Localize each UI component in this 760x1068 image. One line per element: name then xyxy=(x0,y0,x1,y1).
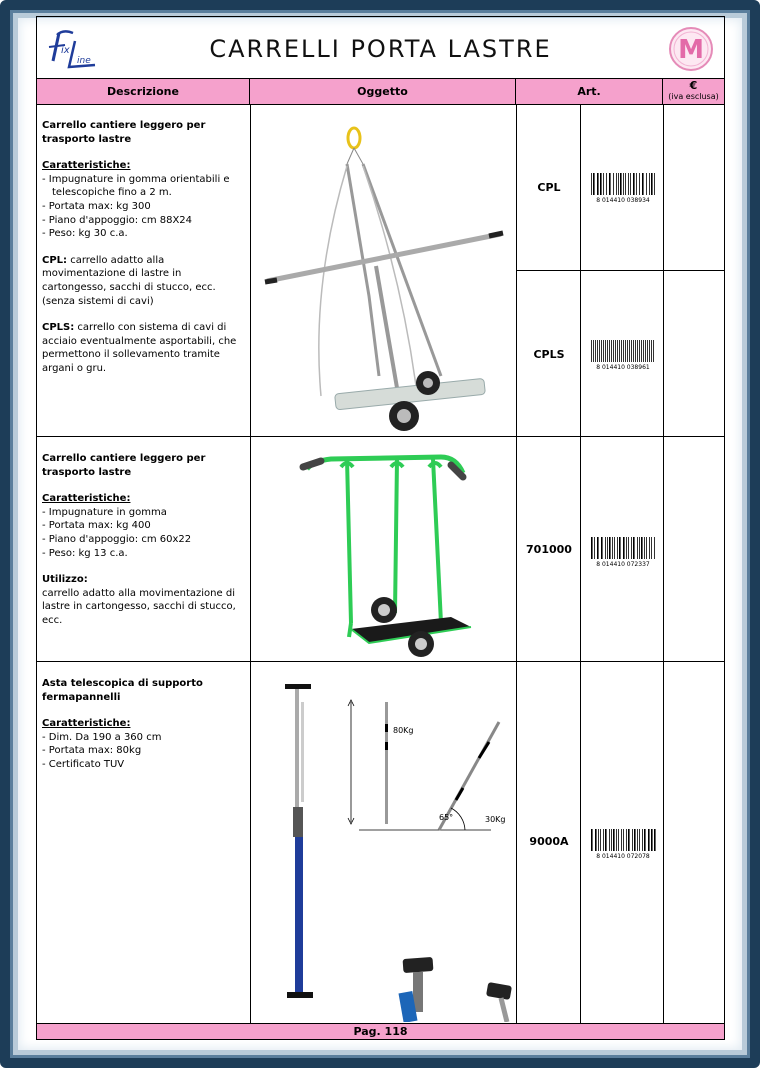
product-2-feature: - Piano d'appoggio: cm 60x22 xyxy=(42,533,192,545)
barcode-bar xyxy=(591,537,593,559)
barcode-bar xyxy=(607,340,608,362)
column-header-art: Art. xyxy=(516,79,663,105)
barcode-bar xyxy=(626,537,627,559)
barcode-bar xyxy=(597,173,599,195)
barcode-bar xyxy=(636,173,637,195)
article-code-cpls: CPLS xyxy=(533,348,565,361)
barcode-bar xyxy=(599,340,600,362)
badge-letter: M xyxy=(678,35,704,65)
barcode-bar xyxy=(631,340,632,362)
product-1-feature: - Peso: kg 30 c.a. xyxy=(42,228,128,240)
barcode-bar xyxy=(600,173,602,195)
article-code-9000a: 9000A xyxy=(529,835,569,848)
barcode-bar xyxy=(605,340,606,362)
barcode-bar xyxy=(609,340,610,362)
column-header-descrizione: Descrizione xyxy=(37,79,250,105)
barcode-bar xyxy=(601,537,603,559)
barcode-bar xyxy=(625,173,626,195)
barcode-cpls xyxy=(587,338,659,370)
barcode-bar xyxy=(637,537,638,559)
barcode-bar xyxy=(601,340,602,362)
product-3-feature: - Portata max: 80kg xyxy=(42,745,142,757)
barcode-bar xyxy=(654,173,655,195)
barcode-bar xyxy=(621,340,622,362)
barcode-bar xyxy=(594,537,595,559)
barcode-bar xyxy=(629,340,630,362)
svg-text:8 014410 038934: 8 014410 038934 xyxy=(596,197,650,203)
barcode-bar xyxy=(634,829,636,851)
barcode-bar xyxy=(615,340,616,362)
barcode-bar xyxy=(612,537,613,559)
barcode-bar xyxy=(621,829,622,851)
barcode-bar xyxy=(623,173,624,195)
product-1-image-a-frame-cart xyxy=(251,106,515,435)
barcode-bar xyxy=(653,340,654,362)
barcode-bar xyxy=(654,829,656,851)
barcode-bar xyxy=(647,340,648,362)
barcode-bar xyxy=(618,173,619,195)
barcode-bar xyxy=(637,340,638,362)
column-header-oggetto: Oggetto xyxy=(250,79,516,105)
svg-text:ix: ix xyxy=(61,45,70,56)
barcode-bar xyxy=(631,537,632,559)
barcode-bar xyxy=(603,173,604,195)
barcode-bar xyxy=(648,829,650,851)
barcode-bar xyxy=(625,340,626,362)
barcode-bar xyxy=(637,829,638,851)
barcode-bar xyxy=(597,537,599,559)
barcode-bar xyxy=(611,340,612,362)
barcode-bar xyxy=(639,537,640,559)
barcode-bar xyxy=(645,340,646,362)
product-3-title: Asta telescopica di supporto fermapannelli xyxy=(42,678,203,703)
barcode-bar xyxy=(606,173,607,195)
product-2-description xyxy=(42,452,247,628)
barcode-bar xyxy=(628,537,629,559)
svg-text:8 014410 072078: 8 014410 072078 xyxy=(596,853,650,859)
barcode-9000a xyxy=(587,827,659,859)
barcode-bar xyxy=(623,829,624,851)
barcode-bar xyxy=(609,829,610,851)
barcode-bar xyxy=(595,340,596,362)
product-2-use-text: carrello adatto alla movimentazione di lastre in cartongesso, sacchi di stucco, ecc. xyxy=(42,587,236,626)
barcode-bar xyxy=(613,340,614,362)
euro-symbol: € xyxy=(689,79,698,92)
barcode-bar xyxy=(649,537,650,559)
barcode-bar xyxy=(620,173,622,195)
barcode-bar xyxy=(616,829,617,851)
svg-text:30Kg: 30Kg xyxy=(485,815,506,824)
product-3-description xyxy=(42,677,247,772)
product-1-note-cpl: CPL: carrello adatto alla movimentazione di lastre in cartongesso, sacchi di stucco, ecc. (senza sistemi di cavi) xyxy=(42,254,216,307)
barcode-bar xyxy=(639,829,640,851)
barcode-bar xyxy=(605,829,607,851)
barcode-bar xyxy=(591,173,592,195)
barcode-bar xyxy=(641,537,643,559)
product-2-title: Carrello cantiere leggero per trasporto lastre xyxy=(42,453,206,478)
product-3-feature: - Dim. Da 190 a 360 cm xyxy=(42,731,162,743)
product-1-feature: - Impugnature in gomma orientabili e xyxy=(42,173,230,185)
product-1-features-heading: Caratteristiche: xyxy=(42,160,131,172)
m-badge-logo xyxy=(667,25,715,73)
catalog-sheet xyxy=(36,16,725,1040)
barcode-bar xyxy=(613,173,614,195)
product-2-use-heading: Utilizzo: xyxy=(42,574,88,586)
barcode-bar xyxy=(651,340,652,362)
page-header xyxy=(37,17,724,79)
svg-text:8 014410 072337: 8 014410 072337 xyxy=(596,561,650,567)
article-code-cpl: CPL xyxy=(537,181,561,194)
product-3-feature: - Certificato TUV xyxy=(42,758,125,770)
euro-note: (iva esclusa) xyxy=(668,92,719,101)
barcode-bar xyxy=(639,340,640,362)
barcode-bar xyxy=(593,340,594,362)
barcode-bar xyxy=(617,537,618,559)
barcode-bar xyxy=(628,173,629,195)
barcode-bar xyxy=(633,173,635,195)
product-2-feature: - Peso: kg 13 c.a. xyxy=(42,547,128,559)
product-1-feature: - Portata max: kg 300 xyxy=(42,200,151,212)
barcode-bar xyxy=(643,340,644,362)
barcode-bar xyxy=(651,173,653,195)
barcode-bar xyxy=(654,537,655,559)
page-title: CARRELLI PORTA LASTRE xyxy=(209,35,552,63)
product-2-image-green-cart xyxy=(251,437,515,660)
barcode-bar xyxy=(591,340,592,362)
barcode-bar xyxy=(649,173,650,195)
barcode-bar xyxy=(616,173,617,195)
svg-text:8 014410 038961: 8 014410 038961 xyxy=(596,364,650,370)
barcode-bar xyxy=(639,173,640,195)
product-1-title: Carrello cantiere leggero per trasporto lastre xyxy=(42,120,206,145)
barcode-bar xyxy=(633,537,635,559)
barcode-bar xyxy=(600,829,601,851)
barcode-bar xyxy=(651,829,653,851)
svg-text:80Kg: 80Kg xyxy=(393,726,414,735)
barcode-bar xyxy=(611,829,612,851)
barcode-bar xyxy=(644,537,645,559)
column-header-price xyxy=(663,79,724,105)
barcode-bar xyxy=(642,829,643,851)
barcode-bar xyxy=(628,829,630,851)
barcode-bar xyxy=(617,340,618,362)
barcode-bar xyxy=(603,340,604,362)
barcode-bar xyxy=(649,340,650,362)
barcode-bar xyxy=(651,537,652,559)
barcode-bar xyxy=(607,537,608,559)
barcode-bar xyxy=(591,829,593,851)
barcode-bar xyxy=(605,537,606,559)
barcode-bar xyxy=(618,829,619,851)
barcode-bar xyxy=(619,537,621,559)
barcode-bar xyxy=(597,340,598,362)
product-1-feature: telescopiche fino a 2 m. xyxy=(52,187,172,199)
barcode-bar xyxy=(630,173,631,195)
product-2-feature: - Impugnature in gomma xyxy=(42,506,167,518)
barcode-bar xyxy=(642,173,644,195)
barcode-bar xyxy=(609,173,611,195)
barcode-bar xyxy=(614,537,615,559)
barcode-bar xyxy=(627,340,628,362)
barcode-bar xyxy=(626,829,627,851)
barcode-bar xyxy=(641,340,642,362)
barcode-bar xyxy=(632,829,633,851)
barcode-bar xyxy=(646,173,647,195)
article-code-701000: 701000 xyxy=(526,543,572,556)
barcode-bar xyxy=(598,829,599,851)
barcode-bar xyxy=(619,340,620,362)
barcode-bar xyxy=(595,829,597,851)
barcode-bar xyxy=(633,340,634,362)
barcode-bar xyxy=(644,829,646,851)
barcode-bar xyxy=(609,537,611,559)
barcode-bar xyxy=(613,829,615,851)
page-footer: Pag. 118 xyxy=(37,1023,724,1039)
product-1-description xyxy=(42,119,247,376)
product-1-note-cpls: CPLS: carrello con sistema di cavi di acciaio eventualmente asportabili, che permettono il sollevamento tramite argani o gru. xyxy=(42,322,237,374)
product-3-image-telescopic-pole xyxy=(251,662,515,1022)
svg-text:65°: 65° xyxy=(439,813,454,822)
pole-detail-photos xyxy=(399,957,513,1022)
barcode-701000 xyxy=(587,535,659,567)
load-diagram xyxy=(348,700,506,830)
barcode-bar xyxy=(635,340,636,362)
barcode-bar xyxy=(603,829,604,851)
barcode-bar xyxy=(646,537,647,559)
barcode-cpl xyxy=(587,171,659,203)
product-2-feature: - Portata max: kg 400 xyxy=(42,520,151,532)
barcode-bar xyxy=(623,537,625,559)
barcode-bar xyxy=(593,173,595,195)
barcode-bar xyxy=(623,340,624,362)
product-3-features-heading: Caratteristiche: xyxy=(42,718,131,730)
product-2-features-heading: Caratteristiche: xyxy=(42,493,131,505)
svg-text:ine: ine xyxy=(77,56,91,66)
product-1-feature: - Piano d'appoggio: cm 88X24 xyxy=(42,214,193,226)
